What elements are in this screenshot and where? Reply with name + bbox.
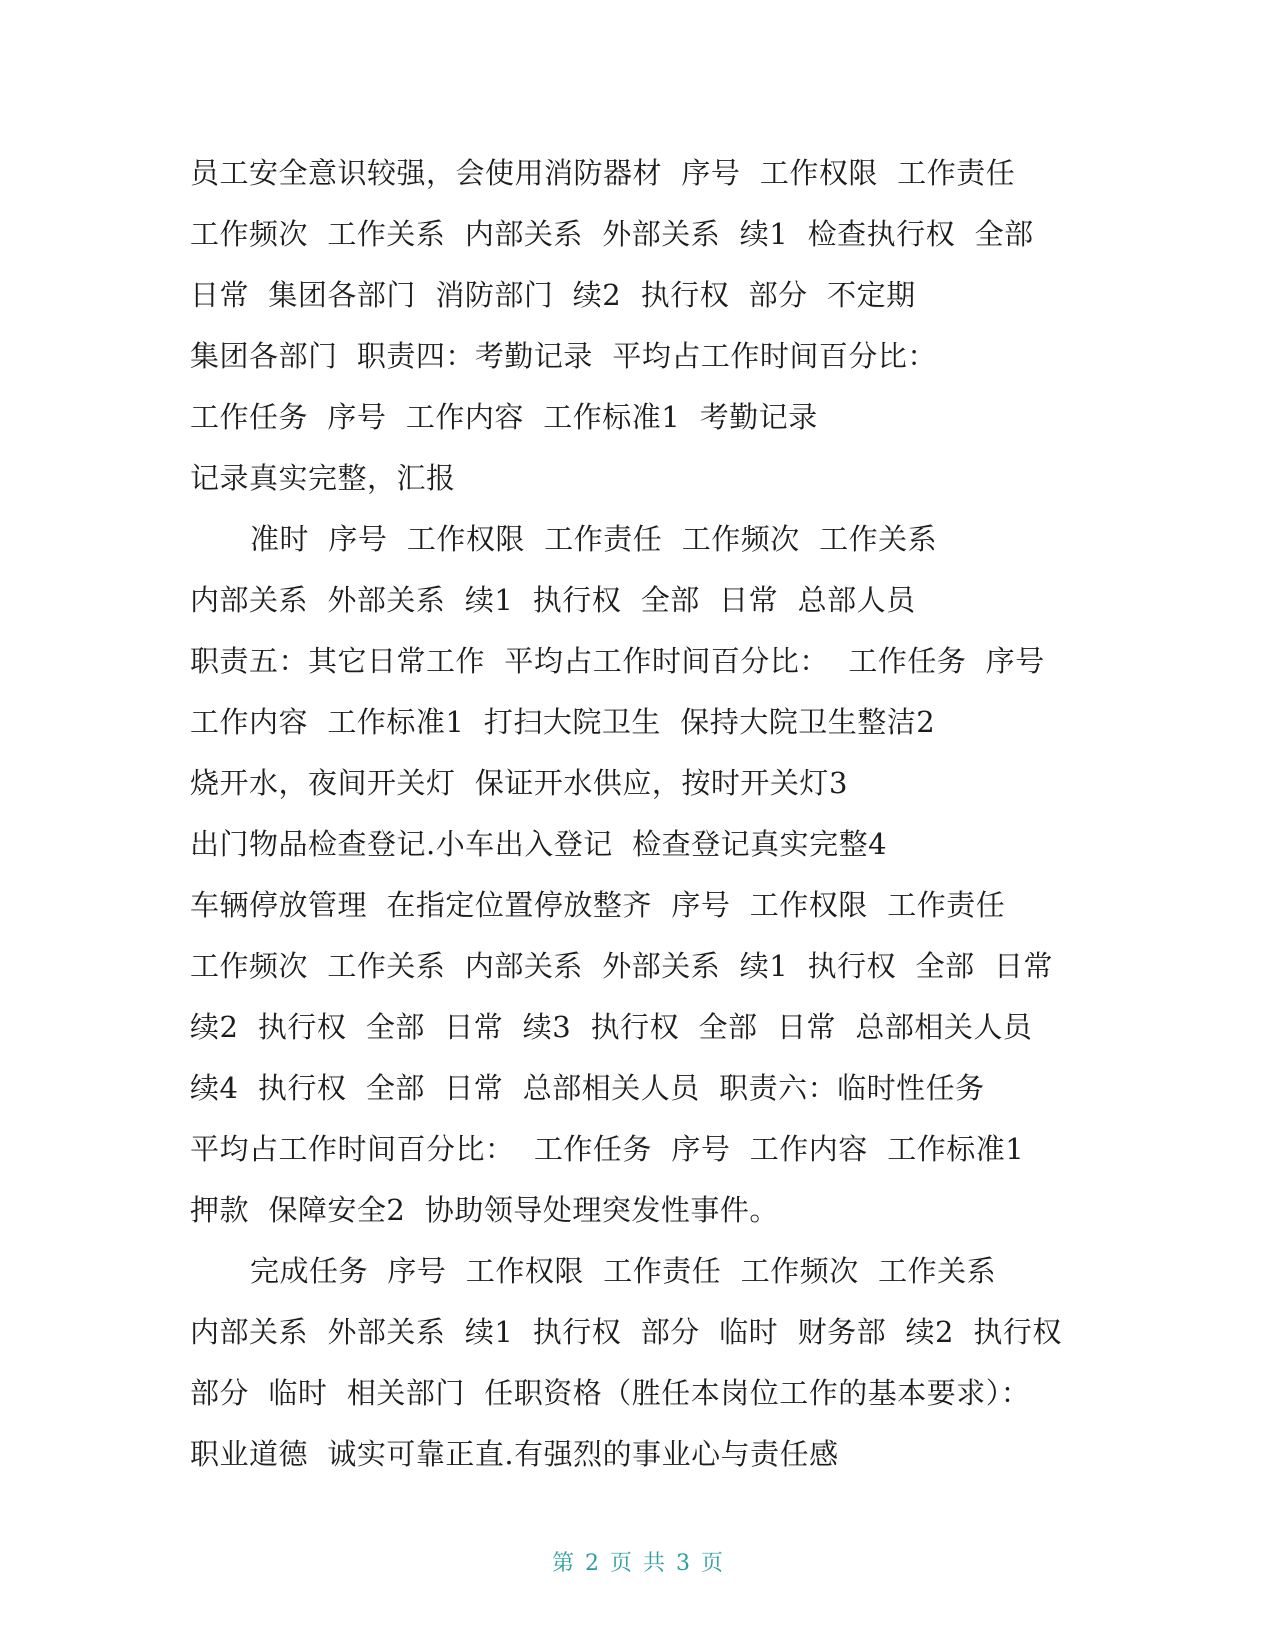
text-line: 工作频次 工作关系 内部关系 外部关系 续1 检查执行权 全部 (190, 217, 1034, 251)
text-line: 集团各部门 职责四：考勤记录 平均占工作时间百分比： (190, 339, 937, 373)
text-line: 车辆停放管理 在指定位置停放整齐 序号 工作权限 工作责任 (190, 888, 1006, 922)
text-line: 内部关系 外部关系 续1 执行权 部分 临时 财务部 续2 执行权 (190, 1315, 1062, 1349)
text-line: 内部关系 外部关系 续1 执行权 全部 日常 总部人员 (190, 583, 916, 617)
text-line: 工作任务 序号 工作内容 工作标准1 考勤记录 (190, 400, 818, 434)
text-line: 职业道德 诚实可靠正直.有强烈的事业心与责任感 (190, 1437, 839, 1471)
text-line: 续2 执行权 全部 日常 续3 执行权 全部 日常 总部相关人员 (190, 1010, 1033, 1044)
text-line: 日常 集团各部门 消防部门 续2 执行权 部分 不定期 (190, 278, 916, 312)
document-body (190, 143, 1090, 1485)
page-number-footer: 第 2 页 共 3 页 (552, 1551, 723, 1576)
text-line: 职责五：其它日常工作 平均占工作时间百分比： 工作任务 序号 (190, 644, 1045, 678)
text-line: 续4 执行权 全部 日常 总部相关人员 职责六：临时性任务 (190, 1071, 985, 1105)
text-line: 工作频次 工作关系 内部关系 外部关系 续1 执行权 全部 日常 (190, 949, 1054, 983)
text-line: 烧开水，夜间开关灯 保证开水供应，按时开关灯3 (190, 766, 848, 800)
text-line: 工作内容 工作标准1 打扫大院卫生 保持大院卫生整洁2 (190, 705, 936, 739)
text-line: 员工安全意识较强，会使用消防器材 序号 工作权限 工作责任 (190, 156, 1016, 190)
text-line: 押款 保障安全2 协助领导处理突发性事件。 (190, 1193, 779, 1227)
text-line: 记录真实完整，汇报 (190, 461, 456, 495)
text-line: 部分 临时 相关部门 任职资格（胜任本岗位工作的基本要求）： (190, 1376, 1031, 1410)
text-line: 出门物品检查登记.小车出入登记 检查登记真实完整4 (190, 827, 888, 861)
text-line: 平均占工作时间百分比： 工作任务 序号 工作内容 工作标准1 (190, 1132, 1025, 1166)
text-line-indented: 准时 序号 工作权限 工作责任 工作频次 工作关系 (250, 522, 938, 556)
text-line-indented: 完成任务 序号 工作权限 工作责任 工作频次 工作关系 (250, 1254, 997, 1288)
